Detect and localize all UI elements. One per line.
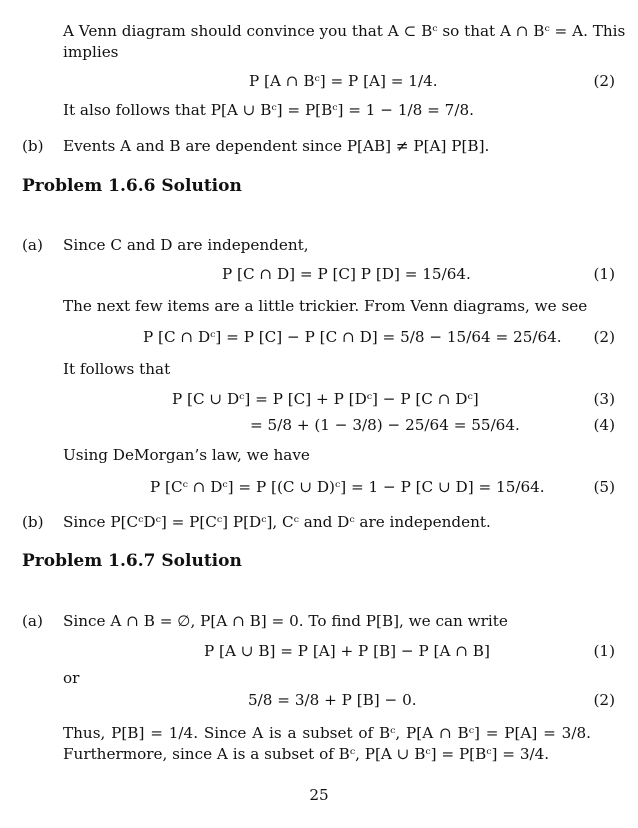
paragraph-line: A Venn diagram should convince you that A ⊂ Bᶜ so that A ∩ Bᶜ = A. This xyxy=(63,22,626,40)
equation: P [C ∩ Dᶜ] = P [C] − P [C ∩ D] = 5/8 − 15/64 = 25/64. xyxy=(143,328,562,346)
equation: = 5/8 + (1 − 3/8) − 25/64 = 55/64. xyxy=(250,416,520,434)
paragraph-line: implies xyxy=(63,43,119,61)
paragraph-line: or xyxy=(63,669,80,687)
item-text: Since A ∩ B = ∅, P[A ∩ B] = 0. To find P[B], we can write xyxy=(63,612,508,630)
equation: P [C ∪ Dᶜ] = P [C] + P [Dᶜ] − P [C ∩ Dᶜ] xyxy=(172,390,479,408)
item-text: Since C and D are independent, xyxy=(63,236,309,254)
paragraph-line: Using DeMorgan’s law, we have xyxy=(63,446,310,464)
equation: P [C ∩ D] = P [C] P [D] = 15/64. xyxy=(222,265,471,283)
item-label: (a) xyxy=(22,236,43,254)
equation-number: (3) xyxy=(593,390,615,408)
equation: P [A ∩ Bᶜ] = P [A] = 1/4. xyxy=(249,72,438,90)
page-number: 25 xyxy=(309,786,329,804)
equation: P [A ∪ B] = P [A] + P [B] − P [A ∩ B] xyxy=(204,642,490,660)
item-text: Events A and B are dependent since P[AB] ≠ P[A] P[B]. xyxy=(63,137,490,155)
item-label: (b) xyxy=(22,137,44,155)
item-label: (a) xyxy=(22,612,43,630)
equation-number: (2) xyxy=(593,328,615,346)
equation-number: (1) xyxy=(593,265,615,283)
equation-number: (5) xyxy=(593,478,615,496)
section-heading: Problem 1.6.7 Solution xyxy=(22,551,242,571)
section-heading: Problem 1.6.6 Solution xyxy=(22,176,242,196)
item-text: Since P[CᶜDᶜ] = P[Cᶜ] P[Dᶜ], Cᶜ and Dᶜ are independent. xyxy=(63,513,491,531)
paragraph-line: The next few items are a little trickier. From Venn diagrams, we see xyxy=(63,297,588,315)
paragraph-line: It follows that xyxy=(63,360,171,378)
item-label: (b) xyxy=(22,513,44,531)
paragraph-line: Furthermore, since A is a subset of Bᶜ, P[A ∪ Bᶜ] = P[Bᶜ] = 3/4. xyxy=(63,745,550,763)
equation-number: (1) xyxy=(593,642,615,660)
paragraph-line: It also follows that P[A ∪ Bᶜ] = P[Bᶜ] = 1 − 1/8 = 7/8. xyxy=(63,101,474,119)
paragraph-line: Thus, P[B] = 1/4. Since A is a subset of Bᶜ, P[A ∩ Bᶜ] = P[A] = 3/8. xyxy=(63,724,591,742)
equation: 5/8 = 3/8 + P [B] − 0. xyxy=(248,691,417,709)
equation-number: (2) xyxy=(593,72,615,90)
equation-number: (2) xyxy=(593,691,615,709)
equation: P [Cᶜ ∩ Dᶜ] = P [(C ∪ D)ᶜ] = 1 − P [C ∪ D] = 15/64. xyxy=(150,478,545,496)
equation-number: (4) xyxy=(593,416,615,434)
